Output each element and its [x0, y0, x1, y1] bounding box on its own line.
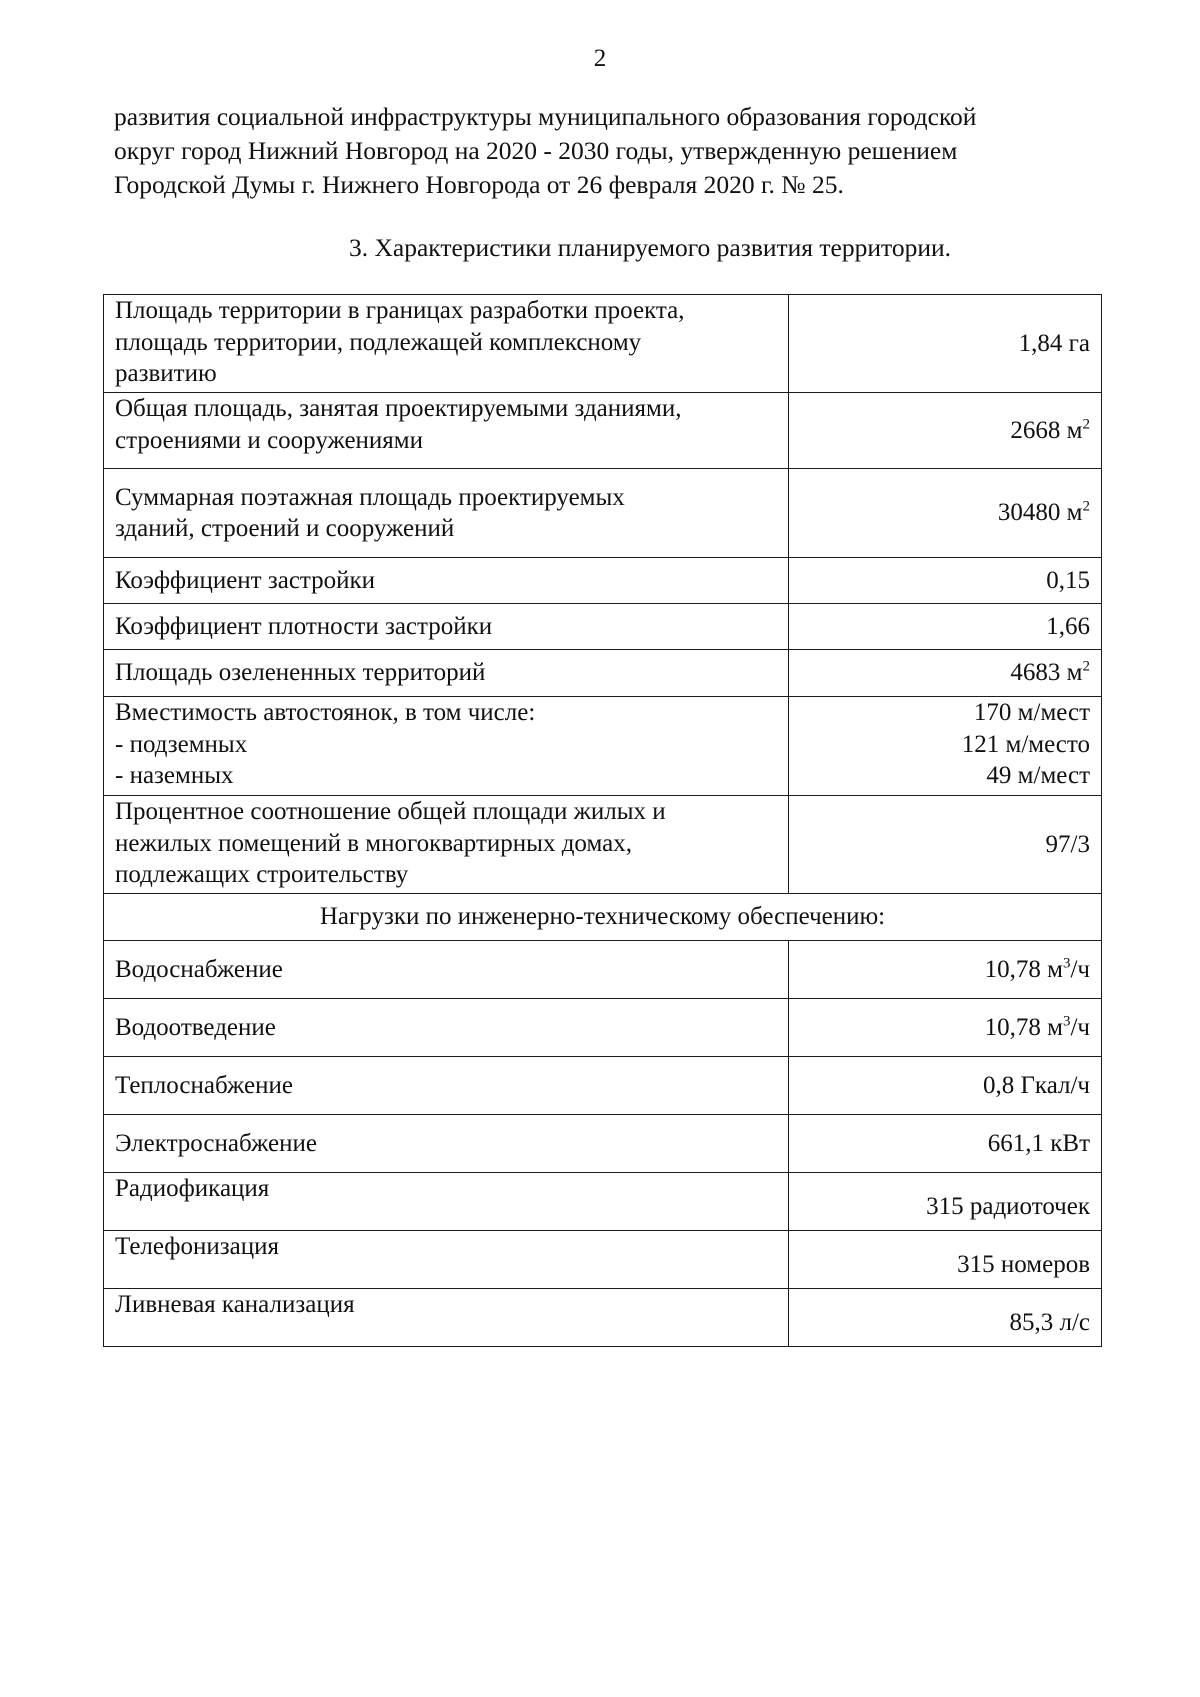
row-label: Вместимость автостоянок, в том числе: - подземных - наземных — [104, 697, 789, 796]
row-value: 1,84 га — [789, 295, 1102, 393]
superscript: 3 — [1062, 955, 1071, 972]
table-row — [104, 796, 1102, 894]
row-label: Общая площадь, занятая проектируемыми зданиями, строениями и сооружениями — [104, 393, 789, 469]
row-value: 30480 $м^2$ — [789, 469, 1102, 558]
row-value: 170 м/мест 121 м/место 49 м/мест — [789, 697, 1102, 796]
superscript: 3 — [1062, 1013, 1071, 1030]
table-row — [104, 558, 1102, 604]
loads-section-title: Нагрузки по инженерно-техническому обеспечению: — [104, 894, 1102, 941]
intro-paragraph — [114, 100, 1100, 202]
row-label: Процентное соотношение общей площади жилых и нежилых помещений в многоквартирных домах, подлежащих строительству — [104, 796, 789, 894]
row-label: Теплоснабжение — [104, 1057, 789, 1115]
table-row — [104, 469, 1102, 558]
table-row — [104, 1057, 1102, 1115]
row-label: Электроснабжение — [104, 1115, 789, 1173]
row-value: 0,8 Гкал/ч — [789, 1057, 1102, 1115]
row-label: Водоснабжение — [104, 941, 789, 999]
table-row — [104, 1231, 1102, 1289]
superscript: 2 — [1082, 658, 1090, 675]
superscript: 2 — [1082, 498, 1090, 515]
row-label: Коэффициент застройки — [104, 558, 789, 604]
row-label: Коэффициент плотности застройки — [104, 604, 789, 650]
table-row — [104, 697, 1102, 796]
row-label: Телефонизация — [104, 1231, 789, 1289]
table-row — [104, 941, 1102, 999]
row-value: 4683 $м^2$ — [789, 650, 1102, 697]
characteristics-table — [103, 294, 1102, 1347]
table-row — [104, 1115, 1102, 1173]
row-label: Радиофикация — [104, 1173, 789, 1231]
row-label: Ливневая канализация — [104, 1289, 789, 1347]
row-label: Площадь территории в границах разработки проекта, площадь территории, подлежащей комплексному развитию — [104, 295, 789, 393]
row-value: 1,66 — [789, 604, 1102, 650]
row-label: Суммарная поэтажная площадь проектируемых зданий, строений и сооружений — [104, 469, 789, 558]
row-value: 315 номеров — [789, 1231, 1102, 1289]
page-number: 2 — [593, 45, 607, 72]
row-label: Водоотведение — [104, 999, 789, 1057]
table-row — [104, 999, 1102, 1057]
table-row — [104, 650, 1102, 697]
intro-line: Городской Думы г. Нижнего Новгорода от 26 февраля 2020 г. № 25. — [114, 170, 844, 199]
row-value: 10,78 $м^3/ч$ — [789, 941, 1102, 999]
row-value: 10,78 $м^3/ч$ — [789, 999, 1102, 1057]
row-value: 315 радиоточек — [789, 1173, 1102, 1231]
superscript: 2 — [1082, 416, 1090, 433]
row-value: 0,15 — [789, 558, 1102, 604]
section-heading: 3. Характеристики планируемого развития территории. — [348, 233, 951, 262]
row-label: Площадь озелененных территорий — [104, 650, 789, 697]
table-row — [104, 1173, 1102, 1231]
row-value: 97/3 — [789, 796, 1102, 894]
intro-line: округ город Нижний Новгород на 2020 - 2030 годы, утвержденную решением — [114, 136, 958, 165]
table-row — [104, 295, 1102, 393]
table-row — [104, 1289, 1102, 1347]
row-value: 85,3 л/с — [789, 1289, 1102, 1347]
row-value: 661,1 кВт — [789, 1115, 1102, 1173]
row-value: 2668 $м^2$ — [789, 393, 1102, 469]
table-row — [104, 393, 1102, 469]
table-row — [104, 604, 1102, 650]
table-section-row — [104, 894, 1102, 941]
intro-line: развития социальной инфраструктуры муниципального образования городской — [114, 102, 977, 131]
